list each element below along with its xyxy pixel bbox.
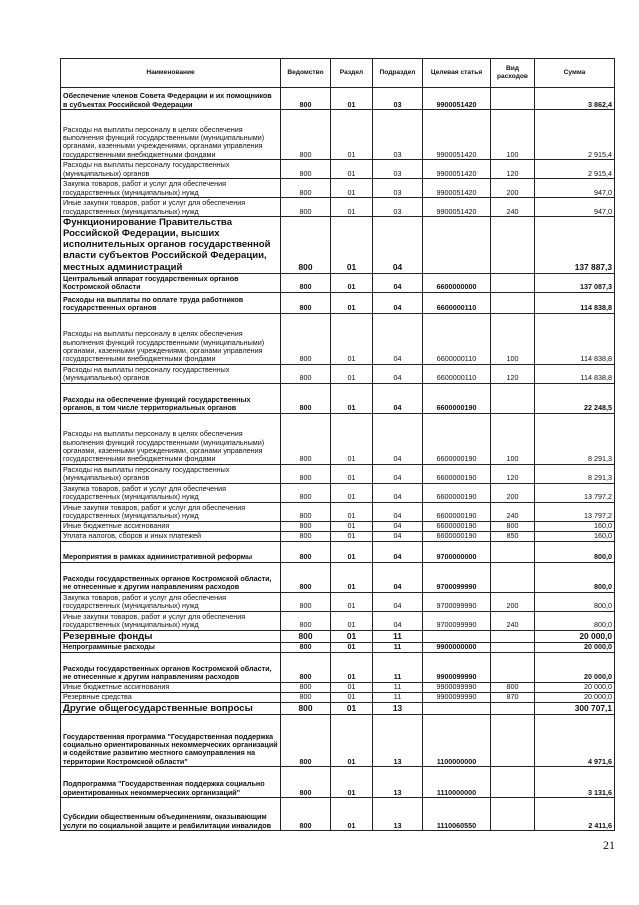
row-target-article: 6600000190 (423, 383, 491, 413)
row-subsection: 04 (373, 592, 423, 611)
table-row (61, 766, 615, 797)
row-subsection: 04 (373, 541, 423, 562)
header-department: Ведомство (281, 59, 331, 88)
row-subsection: 11 (373, 652, 423, 682)
row-name: Закупка товаров, работ и услуг для обеспечения государственных (муниципальных) нужд (61, 483, 281, 502)
row-department: 800 (281, 502, 331, 521)
row-subsection: 11 (373, 682, 423, 692)
row-department: 800 (281, 383, 331, 413)
row-target-article: 9700099990 (423, 611, 491, 630)
row-subsection: 11 (373, 642, 423, 652)
row-expense-type: 870 (491, 692, 535, 702)
row-name: Расходы на выплаты персоналу в целях обеспечения выполнения функций государственными (муниципальными) органами, казенными учреждениями, органами управления государственными внебюджетными фондами (61, 413, 281, 464)
row-department: 800 (281, 692, 331, 702)
row-section: 01 (331, 292, 373, 313)
row-subsection: 03 (373, 198, 423, 217)
row-expense-type (491, 702, 535, 714)
row-expense-type (491, 766, 535, 797)
row-amount: 800,0 (535, 541, 615, 562)
row-expense-type: 200 (491, 483, 535, 502)
row-target-article: 9700000000 (423, 541, 491, 562)
row-target-article (423, 630, 491, 642)
table-row (61, 652, 615, 682)
table-row (61, 198, 615, 217)
table-row (61, 682, 615, 692)
table-row (61, 521, 615, 531)
row-target-article: 6600000190 (423, 502, 491, 521)
row-subsection: 04 (373, 562, 423, 592)
row-name: Иные закупки товаров, работ и услуг для обеспечения государственных (муниципальных) нужд (61, 198, 281, 217)
table-row (61, 292, 615, 313)
row-expense-type: 100 (491, 110, 535, 160)
row-amount: 800,0 (535, 611, 615, 630)
header-row (61, 59, 615, 88)
row-amount: 114 838,8 (535, 364, 615, 383)
row-department: 800 (281, 313, 331, 364)
row-expense-type: 200 (491, 179, 535, 198)
row-target-article: 6600000190 (423, 483, 491, 502)
row-amount: 13 797,2 (535, 483, 615, 502)
table-row (61, 702, 615, 714)
row-section: 01 (331, 313, 373, 364)
row-department: 800 (281, 273, 331, 292)
row-name: Обеспечение членов Совета Федерации и их помощников в субъектах Российской Федерации (61, 88, 281, 110)
header-target-article: Целевая статья (423, 59, 491, 88)
row-target-article: 9900099990 (423, 692, 491, 702)
row-name: Расходы на выплаты персоналу государственных (муниципальных) органов (61, 464, 281, 483)
row-expense-type (491, 88, 535, 110)
row-section: 01 (331, 702, 373, 714)
row-target-article (423, 702, 491, 714)
table-row (61, 110, 615, 160)
row-expense-type: 850 (491, 531, 535, 541)
row-name: Мероприятия в рамках административной реформы (61, 541, 281, 562)
row-expense-type: 200 (491, 592, 535, 611)
row-amount: 114 838,8 (535, 313, 615, 364)
row-name: Иные бюджетные ассигнования (61, 682, 281, 692)
row-expense-type: 240 (491, 198, 535, 217)
row-department: 800 (281, 652, 331, 682)
row-target-article: 6600000110 (423, 364, 491, 383)
row-target-article: 6600000190 (423, 413, 491, 464)
row-name: Другие общегосударственные вопросы (61, 702, 281, 714)
row-name: Иные бюджетные ассигнования (61, 521, 281, 531)
row-department: 800 (281, 88, 331, 110)
row-department: 800 (281, 714, 331, 766)
row-subsection: 13 (373, 797, 423, 830)
row-amount: 800,0 (535, 562, 615, 592)
row-name: Расходы на выплаты персоналу в целях обеспечения выполнения функций государственными (муниципальными) органами, казенными учреждениями, органами управления государственными внебюджетными фондами (61, 313, 281, 364)
row-amount: 947,0 (535, 198, 615, 217)
row-target-article: 1110060550 (423, 797, 491, 830)
row-section: 01 (331, 273, 373, 292)
row-name: Расходы на выплаты персоналу государственных (муниципальных) органов (61, 364, 281, 383)
row-expense-type (491, 630, 535, 642)
row-target-article: 9900099990 (423, 682, 491, 692)
row-name: Иные закупки товаров, работ и услуг для обеспечения государственных (муниципальных) нужд (61, 502, 281, 521)
row-department: 800 (281, 292, 331, 313)
row-section: 01 (331, 592, 373, 611)
row-subsection: 03 (373, 160, 423, 179)
row-name: Расходы государственных органов Костромской области, не отнесенные к другим направлениям расходов (61, 562, 281, 592)
table-row (61, 642, 615, 652)
row-amount: 20 000,0 (535, 630, 615, 642)
row-expense-type: 240 (491, 611, 535, 630)
row-target-article: 6600000190 (423, 521, 491, 531)
row-target-article: 1100000000 (423, 714, 491, 766)
row-subsection: 04 (373, 483, 423, 502)
row-section: 01 (331, 160, 373, 179)
row-amount: 22 248,5 (535, 383, 615, 413)
row-subsection: 04 (373, 502, 423, 521)
row-department: 800 (281, 464, 331, 483)
row-subsection: 13 (373, 766, 423, 797)
row-target-article: 6600000000 (423, 273, 491, 292)
row-amount: 3 862,4 (535, 88, 615, 110)
row-subsection: 04 (373, 531, 423, 541)
row-target-article: 6600000190 (423, 464, 491, 483)
table-row (61, 692, 615, 702)
row-section: 01 (331, 110, 373, 160)
row-section: 01 (331, 682, 373, 692)
row-department: 800 (281, 110, 331, 160)
row-department: 800 (281, 592, 331, 611)
row-section: 01 (331, 630, 373, 642)
row-subsection: 04 (373, 383, 423, 413)
row-department: 800 (281, 766, 331, 797)
row-target-article: 9900051420 (423, 198, 491, 217)
table-row (61, 88, 615, 110)
table-row (61, 273, 615, 292)
row-department: 800 (281, 217, 331, 274)
row-expense-type (491, 541, 535, 562)
header-subsection: Подраздел (373, 59, 423, 88)
row-expense-type (491, 273, 535, 292)
row-target-article: 9900051420 (423, 88, 491, 110)
row-subsection: 11 (373, 692, 423, 702)
table-body (61, 88, 615, 831)
table-row (61, 592, 615, 611)
row-expense-type: 120 (491, 364, 535, 383)
row-section: 01 (331, 383, 373, 413)
row-target-article: 9700099990 (423, 562, 491, 592)
row-name: Расходы государственных органов Костромской области, не отнесенные к другим направлениям расходов (61, 652, 281, 682)
row-section: 01 (331, 483, 373, 502)
row-amount: 160,0 (535, 521, 615, 531)
table-row (61, 541, 615, 562)
row-amount: 20 000,0 (535, 682, 615, 692)
row-target-article: 9700099990 (423, 592, 491, 611)
row-subsection: 13 (373, 714, 423, 766)
table-row (61, 611, 615, 630)
row-subsection: 04 (373, 273, 423, 292)
row-amount: 13 797,2 (535, 502, 615, 521)
row-name: Закупка товаров, работ и услуг для обеспечения государственных (муниципальных) нужд (61, 592, 281, 611)
row-subsection: 04 (373, 364, 423, 383)
header-expense-type: Вид расходов (491, 59, 535, 88)
row-subsection: 04 (373, 521, 423, 531)
table-row (61, 160, 615, 179)
row-section: 01 (331, 88, 373, 110)
row-target-article: 9900051420 (423, 110, 491, 160)
row-expense-type: 100 (491, 313, 535, 364)
row-section: 01 (331, 692, 373, 702)
row-amount: 2 411,6 (535, 797, 615, 830)
row-subsection: 04 (373, 413, 423, 464)
row-department: 800 (281, 521, 331, 531)
row-name: Расходы на выплаты по оплате труда работников государственных органов (61, 292, 281, 313)
row-subsection: 11 (373, 630, 423, 642)
row-name: Резервные средства (61, 692, 281, 702)
row-department: 800 (281, 483, 331, 502)
row-amount: 4 971,6 (535, 714, 615, 766)
row-section: 01 (331, 541, 373, 562)
table-row (61, 714, 615, 766)
row-department: 800 (281, 682, 331, 692)
row-expense-type: 800 (491, 682, 535, 692)
row-section: 01 (331, 364, 373, 383)
row-amount: 137 887,3 (535, 217, 615, 274)
row-section: 01 (331, 464, 373, 483)
row-department: 800 (281, 198, 331, 217)
row-amount: 947,0 (535, 179, 615, 198)
row-department: 800 (281, 702, 331, 714)
row-target-article (423, 217, 491, 274)
row-name: Уплата налогов, сборов и иных платежей (61, 531, 281, 541)
row-subsection: 03 (373, 179, 423, 198)
table-row (61, 483, 615, 502)
row-department: 800 (281, 160, 331, 179)
table-row (61, 797, 615, 830)
row-target-article: 6600000110 (423, 313, 491, 364)
row-target-article: 6600000190 (423, 531, 491, 541)
row-section: 01 (331, 413, 373, 464)
row-name: Закупка товаров, работ и услуг для обеспечения государственных (муниципальных) нужд (61, 179, 281, 198)
row-department: 800 (281, 541, 331, 562)
row-name: Расходы на выплаты персоналу государственных (муниципальных) органов (61, 160, 281, 179)
row-expense-type: 120 (491, 160, 535, 179)
row-expense-type (491, 652, 535, 682)
row-name: Государственная программа "Государственная поддержка социально ориентированных некоммерческих организаций и содействие развитию местного самоуправления на территории Костромской области" (61, 714, 281, 766)
row-subsection: 04 (373, 217, 423, 274)
row-section: 01 (331, 642, 373, 652)
table-row (61, 313, 615, 364)
row-section: 01 (331, 179, 373, 198)
row-section: 01 (331, 521, 373, 531)
row-name: Подпрограмма "Государственная поддержка социально ориентированных некоммерческих организаций" (61, 766, 281, 797)
row-target-article: 9900000000 (423, 642, 491, 652)
row-name: Резервные фонды (61, 630, 281, 642)
row-section: 01 (331, 531, 373, 541)
row-target-article: 9900051420 (423, 179, 491, 198)
row-department: 800 (281, 531, 331, 541)
row-name: Расходы на выплаты персоналу в целях обеспечения выполнения функций государственными (муниципальными) органами, казенными учреждениями, органами управления государственными внебюджетными фондами (61, 110, 281, 160)
row-name: Иные закупки товаров, работ и услуг для обеспечения государственных (муниципальных) нужд (61, 611, 281, 630)
row-name: Непрограммные расходы (61, 642, 281, 652)
row-department: 800 (281, 562, 331, 592)
row-amount: 8 291,3 (535, 464, 615, 483)
row-subsection: 03 (373, 88, 423, 110)
table-row (61, 364, 615, 383)
row-expense-type: 800 (491, 521, 535, 531)
row-expense-type (491, 714, 535, 766)
table-row (61, 179, 615, 198)
table-row (61, 383, 615, 413)
row-section: 01 (331, 198, 373, 217)
table-row (61, 413, 615, 464)
row-amount: 20 000,0 (535, 692, 615, 702)
header-amount: Сумма (535, 59, 615, 88)
row-expense-type (491, 292, 535, 313)
row-expense-type (491, 797, 535, 830)
row-target-article: 9900099990 (423, 652, 491, 682)
row-section: 01 (331, 217, 373, 274)
row-subsection: 04 (373, 611, 423, 630)
table-row (61, 502, 615, 521)
row-expense-type (491, 562, 535, 592)
table-row (61, 464, 615, 483)
row-section: 01 (331, 562, 373, 592)
row-expense-type: 120 (491, 464, 535, 483)
row-target-article: 1110000000 (423, 766, 491, 797)
row-subsection: 03 (373, 110, 423, 160)
table-row (61, 217, 615, 274)
header-section: Раздел (331, 59, 373, 88)
row-amount: 114 838,8 (535, 292, 615, 313)
row-amount: 300 707,1 (535, 702, 615, 714)
row-department: 800 (281, 413, 331, 464)
row-name: Субсидии общественным объединениям, оказывающим услуги по социальной защите и реабилитации инвалидов (61, 797, 281, 830)
row-amount: 3 131,6 (535, 766, 615, 797)
row-amount: 20 000,0 (535, 652, 615, 682)
row-target-article: 9900051420 (423, 160, 491, 179)
row-name: Функционирование Правительства Российской Федерации, высших исполнительных органов государственной власти субъектов Российской Федерации, местных администраций (61, 217, 281, 274)
row-department: 800 (281, 364, 331, 383)
row-section: 01 (331, 652, 373, 682)
budget-table (60, 58, 615, 831)
row-department: 800 (281, 611, 331, 630)
row-department: 800 (281, 630, 331, 642)
row-expense-type (491, 642, 535, 652)
table-row (61, 562, 615, 592)
row-amount: 2 915,4 (535, 160, 615, 179)
row-expense-type (491, 383, 535, 413)
row-subsection: 04 (373, 464, 423, 483)
row-section: 01 (331, 766, 373, 797)
table-row (61, 531, 615, 541)
row-section: 01 (331, 797, 373, 830)
page-number: 21 (603, 838, 615, 852)
row-expense-type: 240 (491, 502, 535, 521)
row-expense-type (491, 217, 535, 274)
row-subsection: 04 (373, 313, 423, 364)
row-subsection: 13 (373, 702, 423, 714)
table-row (61, 630, 615, 642)
row-department: 800 (281, 179, 331, 198)
row-target-article: 6600000110 (423, 292, 491, 313)
row-amount: 20 000,0 (535, 642, 615, 652)
row-amount: 2 915,4 (535, 110, 615, 160)
row-section: 01 (331, 502, 373, 521)
row-expense-type: 100 (491, 413, 535, 464)
row-subsection: 04 (373, 292, 423, 313)
header-name: Наименование (61, 59, 281, 88)
row-amount: 160,0 (535, 531, 615, 541)
row-amount: 8 291,3 (535, 413, 615, 464)
row-section: 01 (331, 611, 373, 630)
row-section: 01 (331, 714, 373, 766)
row-department: 800 (281, 797, 331, 830)
row-amount: 800,0 (535, 592, 615, 611)
row-name: Расходы на обеспечение функций государственных органов, в том числе территориальных органов (61, 383, 281, 413)
row-department: 800 (281, 642, 331, 652)
row-name: Центральный аппарат государственных органов Костромской области (61, 273, 281, 292)
row-amount: 137 087,3 (535, 273, 615, 292)
